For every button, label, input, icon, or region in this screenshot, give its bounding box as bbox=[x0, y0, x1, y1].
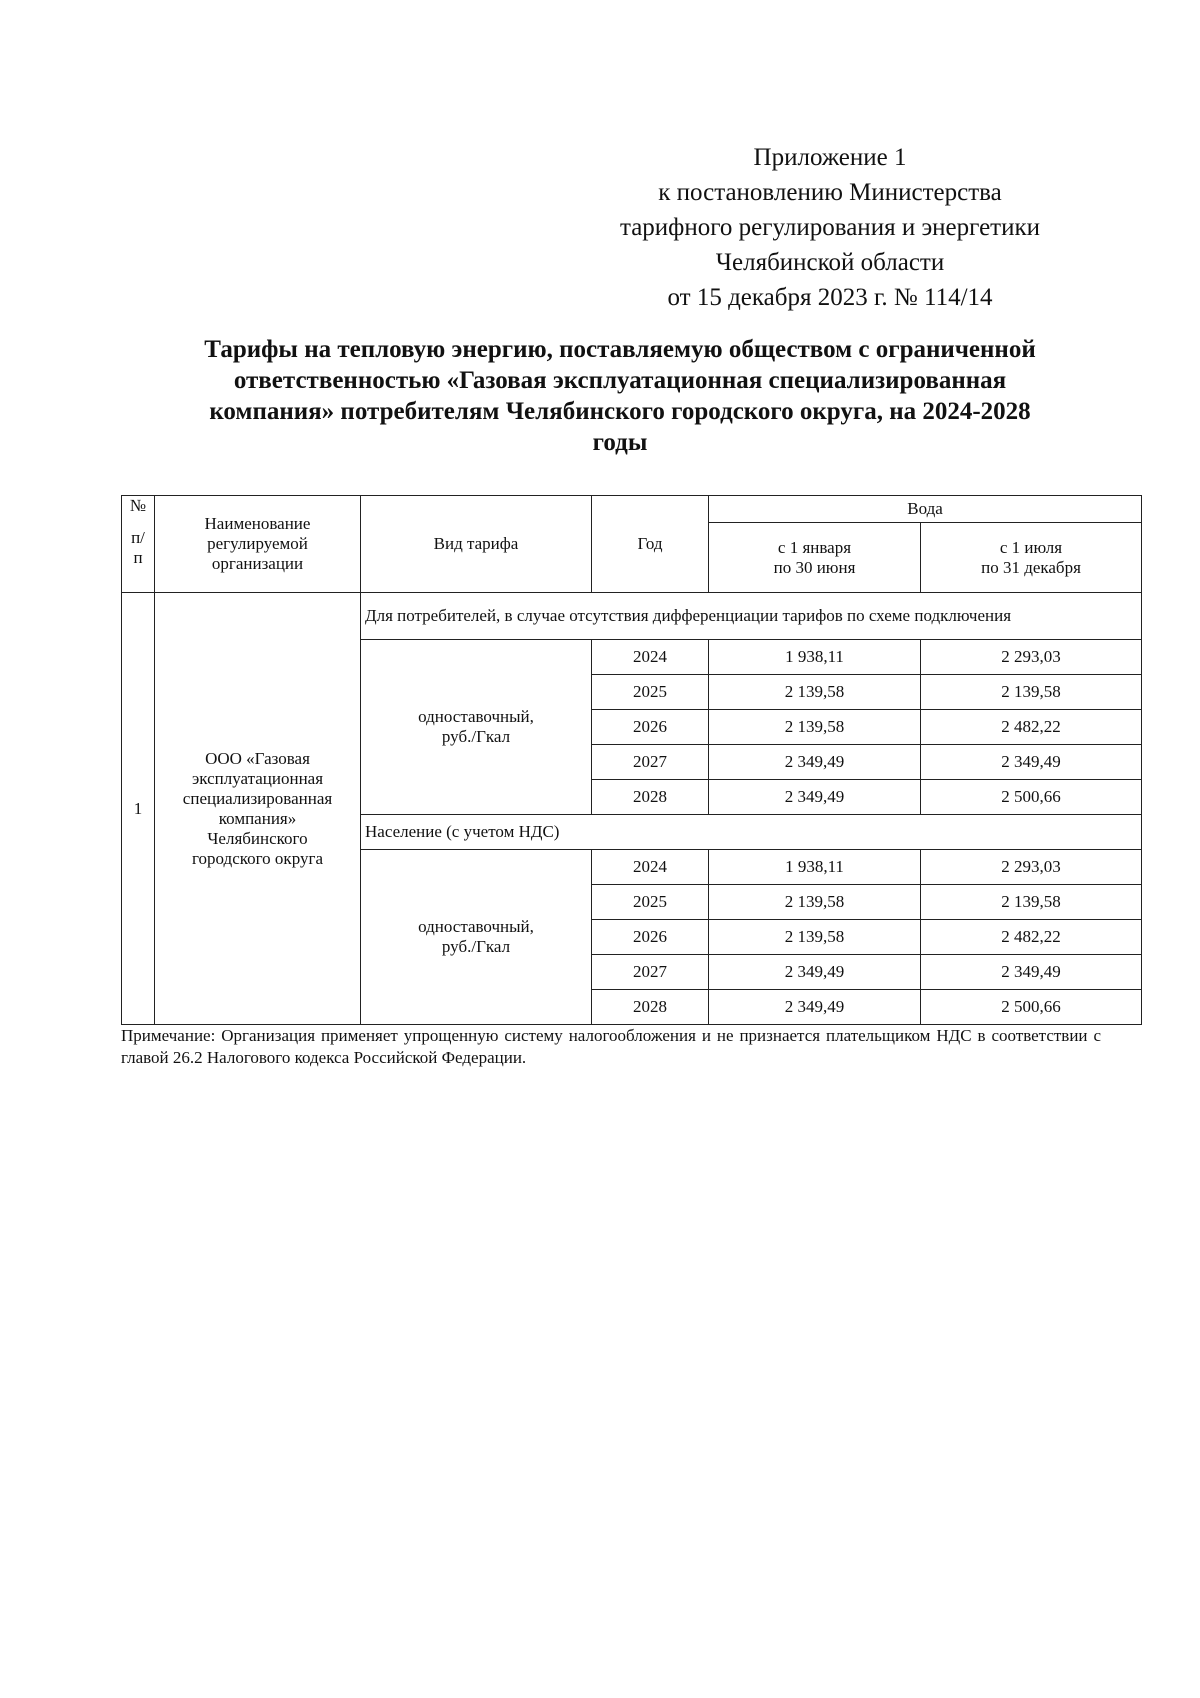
tariff-first-half: 2 349,49 bbox=[709, 780, 921, 815]
section-caption: Для потребителей, в случае отсутствия дифференциации тарифов по схеме подключения bbox=[361, 593, 1142, 640]
appendix-line: от 15 декабря 2023 г. № 114/14 bbox=[667, 284, 993, 311]
appendix-block bbox=[560, 140, 1100, 315]
year-cell: 2027 bbox=[592, 745, 709, 780]
year-cell: 2028 bbox=[592, 780, 709, 815]
title-line: компания» потребителям Челябинского городского округа, на 2024-2028 bbox=[209, 398, 1031, 425]
tariff-second-half: 2 500,66 bbox=[921, 780, 1142, 815]
year-cell: 2027 bbox=[592, 955, 709, 990]
tariff-second-half: 2 293,03 bbox=[921, 850, 1142, 885]
appendix-line: к постановлению Министерства bbox=[658, 179, 1002, 206]
tariff-type-cell: одноставочный, руб./Гкал bbox=[361, 640, 592, 815]
tariff-first-half: 2 139,58 bbox=[709, 920, 921, 955]
title-line: Тарифы на тепловую энергию, поставляемую обществом с ограниченной bbox=[204, 336, 1036, 363]
year-cell: 2026 bbox=[592, 710, 709, 745]
row-number: 1 bbox=[122, 593, 155, 1025]
year-cell: 2024 bbox=[592, 640, 709, 675]
tariff-first-half: 2 139,58 bbox=[709, 710, 921, 745]
year-cell: 2026 bbox=[592, 920, 709, 955]
title-line: годы bbox=[592, 429, 648, 456]
tariff-first-half: 1 938,11 bbox=[709, 850, 921, 885]
header-period-first-half: с 1 января по 30 июня bbox=[709, 523, 921, 593]
tariff-second-half: 2 500,66 bbox=[921, 990, 1142, 1025]
tariff-first-half: 2 139,58 bbox=[709, 675, 921, 710]
tariff-first-half: 1 938,11 bbox=[709, 640, 921, 675]
appendix-line: Приложение 1 bbox=[753, 144, 907, 171]
tariff-type-cell: одноставочный, руб./Гкал bbox=[361, 850, 592, 1025]
document-title bbox=[140, 334, 1100, 458]
tariff-first-half: 2 349,49 bbox=[709, 990, 921, 1025]
section-caption: Население (с учетом НДС) bbox=[361, 815, 1142, 850]
title-line: ответственностью «Газовая эксплуатационная специализированная bbox=[233, 367, 1007, 394]
tariff-second-half: 2 293,03 bbox=[921, 640, 1142, 675]
tariff-second-half: 2 482,22 bbox=[921, 710, 1142, 745]
tariff-second-half: 2 349,49 bbox=[921, 955, 1142, 990]
header-water: Вода bbox=[709, 496, 1142, 523]
footnote: Примечание: Организация применяет упрощенную систему налогообложения и не признается плательщиком НДС в соответствии с главой 26.2 Налогового кодекса Российской Федерации. bbox=[121, 1026, 1101, 1067]
year-cell: 2025 bbox=[592, 885, 709, 920]
year-cell: 2028 bbox=[592, 990, 709, 1025]
tariff-second-half: 2 482,22 bbox=[921, 920, 1142, 955]
tariff-first-half: 2 349,49 bbox=[709, 745, 921, 780]
year-cell: 2025 bbox=[592, 675, 709, 710]
tariff-first-half: 2 349,49 bbox=[709, 955, 921, 990]
tariff-second-half: 2 139,58 bbox=[921, 675, 1142, 710]
header-year: Год bbox=[592, 496, 709, 593]
organization-name: ООО «Газовая эксплуатационная специализированная компания» Челябинского городского округа bbox=[155, 593, 361, 1025]
tariff-second-half: 2 139,58 bbox=[921, 885, 1142, 920]
header-number: № п/ п bbox=[122, 496, 155, 593]
year-cell: 2024 bbox=[592, 850, 709, 885]
header-period-second-half: с 1 июля по 31 декабря bbox=[921, 523, 1142, 593]
tariff-first-half: 2 139,58 bbox=[709, 885, 921, 920]
header-organization: Наименование регулируемой организации bbox=[155, 496, 361, 593]
appendix-line: тарифного регулирования и энергетики bbox=[619, 214, 1041, 241]
header-tariff-type: Вид тарифа bbox=[361, 496, 592, 593]
tariff-table bbox=[121, 495, 1142, 1025]
tariff-second-half: 2 349,49 bbox=[921, 745, 1142, 780]
appendix-line: Челябинской области bbox=[715, 249, 945, 276]
